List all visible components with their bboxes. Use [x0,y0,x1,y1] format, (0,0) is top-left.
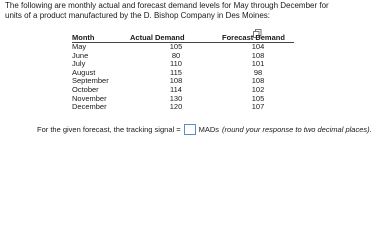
actual-cell: 115 [170,67,182,77]
table-row [72,103,294,112]
question-prefix: For the given forecast, the tracking signal = [37,124,181,134]
forecast-cell: 108 [251,76,265,86]
tracking-signal-input[interactable] [184,124,196,135]
header-forecast-demand: Forecast Demand [222,32,294,43]
forecast-cell: 102 [251,84,265,94]
actual-cell: 105 [169,42,183,51]
actual-cell: 110 [170,59,182,69]
units-label: MADs [198,124,220,134]
month-cell: October [72,84,99,94]
forecast-cell: 98 [253,67,263,77]
header-actual-demand: Actual Demand [130,32,222,43]
forecast-cell: 101 [251,59,265,69]
month-cell: August [72,67,96,77]
month-cell: December [72,102,107,112]
forecast-cell: 104 [251,42,265,51]
forecast-cell: 105 [251,93,265,103]
demand-table [72,32,294,112]
rounding-hint: (round your response to two decimal places). [222,124,372,134]
month-cell: June [72,50,89,60]
month-cell: November [72,93,107,103]
actual-cell: 108 [169,76,183,86]
tracking-signal-question [37,124,372,135]
month-cell: May [72,42,87,51]
actual-cell: 120 [169,102,183,112]
header-month: Month [72,32,130,43]
table-header-row [72,32,294,43]
actual-cell: 130 [169,93,183,103]
forecast-cell: 108 [251,50,265,60]
actual-cell: 114 [170,84,182,94]
forecast-cell: 107 [251,102,265,112]
month-cell: July [72,59,86,69]
problem-intro: The following are monthly actual and forecast demand levels for May through December for units of a product manufactured by the D. Bishop Company in Des Moines: [5,1,329,20]
actual-cell: 80 [171,50,181,60]
month-cell: September [72,76,109,86]
